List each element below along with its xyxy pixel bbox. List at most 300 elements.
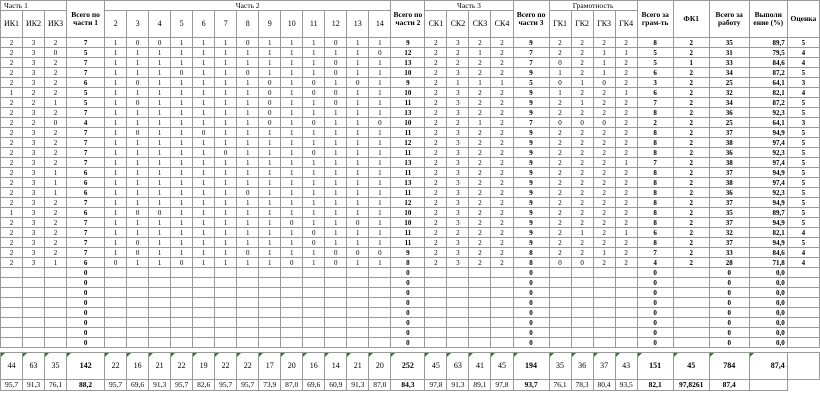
table-cell: 2	[615, 218, 637, 228]
table-cell: 0	[127, 78, 149, 88]
table-cell: 1	[369, 98, 391, 108]
total-part3-header: Всего по части 3	[513, 1, 549, 38]
column-header-part2: 7	[215, 11, 237, 38]
table-cell: 0,0	[749, 328, 787, 338]
table-cell: 1	[347, 68, 369, 78]
table-cell: 0	[637, 298, 673, 308]
table-cell: 25	[709, 78, 749, 88]
table-cell	[237, 338, 259, 348]
table-cell: 2	[469, 148, 491, 158]
grade-header: Оценка	[787, 1, 819, 38]
table-cell	[303, 308, 325, 318]
table-cell: 2	[469, 168, 491, 178]
table-cell: 2	[425, 48, 447, 58]
completion-header: Выполн ение (%)	[749, 1, 787, 38]
table-cell: 45	[491, 353, 513, 380]
table-cell: 2	[425, 148, 447, 158]
table-cell: 2	[1, 258, 23, 268]
table-cell: 2	[447, 58, 469, 68]
student-row	[1, 248, 820, 258]
table-cell	[673, 278, 709, 288]
table-cell: 1	[193, 108, 215, 118]
table-cell: 3	[23, 78, 45, 88]
table-cell: 9	[513, 138, 549, 148]
table-cell: 0	[709, 298, 749, 308]
table-cell: 0	[325, 248, 347, 258]
table-cell: 80,4	[593, 380, 615, 391]
table-cell: 1	[193, 238, 215, 248]
column-header-gk: ГКЗ	[593, 11, 615, 38]
table-cell: 1	[281, 248, 303, 258]
table-cell: 69,6	[127, 380, 149, 391]
table-cell: 1	[45, 168, 67, 178]
table-cell	[1, 288, 23, 298]
table-cell: 1	[303, 48, 325, 58]
table-cell: 1	[215, 258, 237, 268]
table-cell: 0	[513, 308, 549, 318]
table-cell: 8	[637, 148, 673, 158]
table-cell: 21	[149, 353, 171, 380]
table-cell: 37	[709, 218, 749, 228]
table-cell: 7	[637, 158, 673, 168]
table-cell: 2	[549, 248, 571, 258]
table-cell: 1	[193, 228, 215, 238]
table-cell: 2	[673, 158, 709, 168]
student-row	[1, 98, 820, 108]
table-cell: 2	[549, 218, 571, 228]
table-cell: 1	[149, 118, 171, 128]
table-cell: 1	[171, 208, 193, 218]
table-cell: 1	[347, 228, 369, 238]
table-cell: 9	[391, 78, 425, 88]
table-cell	[615, 268, 637, 278]
table-cell: 1	[303, 248, 325, 258]
column-header-part2: 2	[105, 11, 127, 38]
table-cell: 92,3	[749, 188, 787, 198]
table-cell: 1	[303, 58, 325, 68]
table-cell: 2	[571, 128, 593, 138]
table-cell	[105, 318, 127, 328]
table-cell	[615, 328, 637, 338]
table-cell: 1	[303, 38, 325, 48]
table-cell: 2	[45, 198, 67, 208]
table-cell	[149, 328, 171, 338]
table-cell: 2	[491, 128, 513, 138]
student-row	[1, 68, 820, 78]
student-row	[1, 238, 820, 248]
table-cell: 1	[215, 88, 237, 98]
table-cell: 3	[23, 168, 45, 178]
table-cell: 0	[67, 288, 105, 298]
table-cell	[127, 268, 149, 278]
table-cell: 2	[615, 68, 637, 78]
table-cell	[171, 278, 193, 288]
total-literacy-header: Всего за грам-ть	[637, 1, 673, 38]
student-row	[1, 88, 820, 98]
table-cell	[171, 318, 193, 328]
table-cell: 2	[571, 48, 593, 58]
table-cell: 2	[571, 198, 593, 208]
table-cell: 2	[673, 208, 709, 218]
table-cell: 9	[391, 248, 425, 258]
table-cell: 0	[513, 338, 549, 348]
table-cell: 1	[215, 128, 237, 138]
table-cell: 28	[709, 258, 749, 268]
table-cell: 9	[513, 98, 549, 108]
table-cell: 1	[237, 208, 259, 218]
table-cell: 0	[593, 118, 615, 128]
table-cell: 2	[593, 38, 615, 48]
table-cell: 0	[549, 58, 571, 68]
table-cell: 1	[127, 68, 149, 78]
table-cell: 1	[303, 258, 325, 268]
table-cell: 2	[1, 168, 23, 178]
table-cell: 2	[469, 138, 491, 148]
table-cell	[491, 268, 513, 278]
table-cell	[673, 288, 709, 298]
table-cell: 38	[709, 138, 749, 148]
column-header-part2: 9	[259, 11, 281, 38]
table-cell: 1	[105, 58, 127, 68]
table-cell: 0	[593, 78, 615, 88]
table-cell: 2	[549, 148, 571, 158]
table-cell: 1	[325, 118, 347, 128]
part2-label: Часть 2	[105, 1, 391, 11]
table-cell: 0	[237, 248, 259, 258]
table-cell: 2	[491, 58, 513, 68]
table-cell: 0	[67, 268, 105, 278]
table-cell: 1	[171, 188, 193, 198]
table-cell: 2	[1, 78, 23, 88]
column-header-ik: ИКЗ	[45, 11, 67, 38]
table-cell	[447, 338, 469, 348]
table-cell: 5	[787, 128, 819, 138]
table-cell: 2	[45, 58, 67, 68]
table-cell: 1	[259, 48, 281, 58]
table-cell: 35	[45, 353, 67, 380]
table-cell: 1	[281, 188, 303, 198]
table-cell	[281, 328, 303, 338]
table-cell: 1	[127, 228, 149, 238]
column-header-sk: СК1	[425, 11, 447, 38]
table-cell: 3	[23, 178, 45, 188]
table-cell: 5	[67, 48, 105, 58]
table-cell: 1	[259, 178, 281, 188]
table-cell: 1	[193, 248, 215, 258]
table-cell: 1	[469, 48, 491, 58]
table-cell: 3	[23, 148, 45, 158]
table-cell: 91,3	[447, 380, 469, 391]
table-cell: 1	[193, 218, 215, 228]
table-cell: 2	[673, 128, 709, 138]
table-cell: 5	[787, 178, 819, 188]
table-cell: 2	[1, 238, 23, 248]
table-cell: 9	[513, 238, 549, 248]
student-row	[1, 118, 820, 128]
table-cell: 9	[513, 188, 549, 198]
table-cell	[259, 288, 281, 298]
table-cell: 0	[149, 208, 171, 218]
table-cell: 9	[513, 228, 549, 238]
table-cell: 2	[615, 258, 637, 268]
table-cell: 8	[637, 178, 673, 188]
table-cell	[469, 268, 491, 278]
table-cell: 2	[1, 248, 23, 258]
table-cell: 1	[105, 128, 127, 138]
table-cell: 1	[303, 208, 325, 218]
table-cell	[105, 338, 127, 348]
table-cell: 1	[105, 98, 127, 108]
table-cell: 1	[237, 228, 259, 238]
table-cell	[1, 328, 23, 338]
table-cell: 2	[673, 108, 709, 118]
table-cell: 2	[571, 158, 593, 168]
table-cell	[127, 328, 149, 338]
table-cell: 2	[673, 98, 709, 108]
table-cell	[1, 298, 23, 308]
table-cell: 5	[787, 168, 819, 178]
table-cell: 10	[391, 68, 425, 78]
table-cell: 0	[549, 258, 571, 268]
table-cell: 2	[673, 138, 709, 148]
table-cell: 2	[1, 188, 23, 198]
table-cell: 0	[303, 228, 325, 238]
table-cell: 0	[303, 88, 325, 98]
table-cell: 1	[127, 88, 149, 98]
table-cell: 2	[45, 38, 67, 48]
table-cell: 1	[673, 58, 709, 68]
table-cell	[237, 328, 259, 338]
table-cell	[127, 288, 149, 298]
table-cell: 2	[1, 158, 23, 168]
table-cell: 1	[347, 258, 369, 268]
part1-label: Часть 1	[1, 1, 67, 11]
table-cell: 94,9	[749, 128, 787, 138]
table-cell: 3	[787, 118, 819, 128]
table-cell: 2	[425, 38, 447, 48]
table-cell: 2	[615, 168, 637, 178]
table-cell	[171, 298, 193, 308]
table-cell: 3	[447, 188, 469, 198]
table-cell: 2	[491, 248, 513, 258]
table-cell: 7	[67, 158, 105, 168]
table-cell: 2	[469, 188, 491, 198]
table-cell: 64,1	[749, 118, 787, 128]
table-cell	[369, 298, 391, 308]
table-cell	[149, 338, 171, 348]
table-cell	[369, 318, 391, 328]
table-cell: 11	[391, 168, 425, 178]
table-cell	[347, 268, 369, 278]
table-cell: 3	[447, 38, 469, 48]
table-cell: 2	[571, 208, 593, 218]
table-cell: 3	[23, 218, 45, 228]
table-cell: 1	[171, 248, 193, 258]
table-cell	[259, 308, 281, 318]
table-cell: 9	[513, 108, 549, 118]
table-cell: 0	[127, 38, 149, 48]
table-cell	[469, 308, 491, 318]
table-cell: 0	[259, 98, 281, 108]
table-cell	[491, 308, 513, 318]
table-cell: 2	[45, 228, 67, 238]
table-cell: 1	[615, 48, 637, 58]
table-cell: 0	[709, 268, 749, 278]
table-cell: 1	[347, 88, 369, 98]
table-cell	[237, 288, 259, 298]
table-cell: 97,4	[749, 178, 787, 188]
table-cell: 13	[391, 178, 425, 188]
part3-label: Часть 3	[425, 1, 513, 11]
table-cell: 1	[281, 78, 303, 88]
table-cell: 25	[709, 118, 749, 128]
column-header-sk: СК2	[447, 11, 469, 38]
table-cell	[673, 338, 709, 348]
table-cell	[549, 328, 571, 338]
table-cell: 69,6	[303, 380, 325, 391]
table-cell: 31	[709, 48, 749, 58]
table-cell: 87,4	[709, 380, 749, 391]
table-cell: 1	[303, 198, 325, 208]
table-cell: 2	[549, 168, 571, 178]
table-cell	[259, 318, 281, 328]
table-cell: 8	[637, 208, 673, 218]
table-cell: 2	[491, 138, 513, 148]
table-cell	[281, 318, 303, 328]
table-cell	[447, 298, 469, 308]
table-cell: 1	[325, 108, 347, 118]
table-cell: 4	[787, 228, 819, 238]
table-cell: 10	[391, 88, 425, 98]
table-cell: 1	[303, 168, 325, 178]
table-cell: 1	[347, 238, 369, 248]
student-row	[1, 108, 820, 118]
table-cell: 151	[637, 353, 673, 380]
student-row	[1, 168, 820, 178]
table-cell	[447, 328, 469, 338]
table-cell: 1	[325, 208, 347, 218]
table-cell: 2	[491, 208, 513, 218]
table-cell: 7	[67, 228, 105, 238]
table-cell: 20	[281, 353, 303, 380]
table-cell: 11	[391, 98, 425, 108]
table-cell: 91,3	[347, 380, 369, 391]
table-cell	[347, 288, 369, 298]
table-cell	[105, 268, 127, 278]
table-cell: 13	[391, 58, 425, 68]
total-part1-header: Всего по части 1	[67, 1, 105, 38]
table-cell: 2	[593, 138, 615, 148]
table-cell: 22	[105, 353, 127, 380]
table-cell: 3	[447, 168, 469, 178]
column-header-sk: СК4	[491, 11, 513, 38]
table-cell: 6	[637, 88, 673, 98]
table-cell: 89,1	[469, 380, 491, 391]
table-cell: 0	[637, 328, 673, 338]
table-cell: 3	[447, 138, 469, 148]
table-cell: 1	[259, 228, 281, 238]
table-cell	[259, 338, 281, 348]
table-cell: 2	[469, 208, 491, 218]
table-cell: 1	[215, 78, 237, 88]
table-cell: 22	[237, 353, 259, 380]
table-cell: 1	[259, 208, 281, 218]
table-cell: 94,9	[749, 168, 787, 178]
table-cell: 1	[259, 68, 281, 78]
table-cell: 1	[215, 188, 237, 198]
table-cell: 7	[67, 108, 105, 118]
student-row	[1, 158, 820, 168]
table-cell: 4	[787, 248, 819, 258]
total-work-header: Всего за работу	[709, 1, 749, 38]
table-cell: 1	[237, 88, 259, 98]
table-cell: 1	[171, 38, 193, 48]
table-cell: 1	[347, 188, 369, 198]
table-cell: 1	[469, 118, 491, 128]
table-cell: 2	[45, 238, 67, 248]
table-cell: 1	[193, 88, 215, 98]
table-cell: 1	[325, 78, 347, 88]
table-cell	[215, 308, 237, 318]
table-cell: 1	[215, 38, 237, 48]
table-cell	[45, 308, 67, 318]
table-cell: 1	[105, 218, 127, 228]
table-cell: 2	[469, 108, 491, 118]
table-cell: 79,5	[749, 48, 787, 58]
table-cell: 32	[709, 88, 749, 98]
table-cell	[215, 288, 237, 298]
table-cell: 7	[637, 98, 673, 108]
table-cell	[425, 298, 447, 308]
table-cell: 1	[347, 58, 369, 68]
table-cell: 3	[447, 158, 469, 168]
table-cell: 2	[593, 208, 615, 218]
table-cell: 2	[549, 178, 571, 188]
table-cell: 1	[593, 248, 615, 258]
table-cell	[491, 298, 513, 308]
table-cell: 1	[171, 168, 193, 178]
table-cell: 2	[615, 128, 637, 138]
table-cell	[787, 308, 819, 318]
table-cell: 0	[325, 68, 347, 78]
table-cell: 8	[513, 248, 549, 258]
table-cell: 19	[193, 353, 215, 380]
table-cell	[469, 338, 491, 348]
table-cell: 36	[571, 353, 593, 380]
table-cell: 2	[1, 118, 23, 128]
table-cell: 2	[673, 188, 709, 198]
table-cell: 0	[237, 38, 259, 48]
table-cell: 5	[513, 78, 549, 88]
table-cell: 2	[673, 248, 709, 258]
table-cell: 2	[615, 98, 637, 108]
table-cell: 6	[67, 78, 105, 88]
table-cell: 3	[637, 78, 673, 88]
table-cell: 2	[615, 238, 637, 248]
table-cell: 2	[549, 108, 571, 118]
table-cell: 2	[673, 78, 709, 88]
table-cell: 1	[215, 108, 237, 118]
table-cell: 2	[1, 198, 23, 208]
table-cell: 0	[709, 328, 749, 338]
table-cell	[281, 298, 303, 308]
table-cell: 1	[149, 198, 171, 208]
table-cell	[259, 268, 281, 278]
table-cell: 1	[171, 178, 193, 188]
table-cell: 1	[325, 218, 347, 228]
table-cell: 2	[23, 118, 45, 128]
table-cell: 2	[491, 168, 513, 178]
